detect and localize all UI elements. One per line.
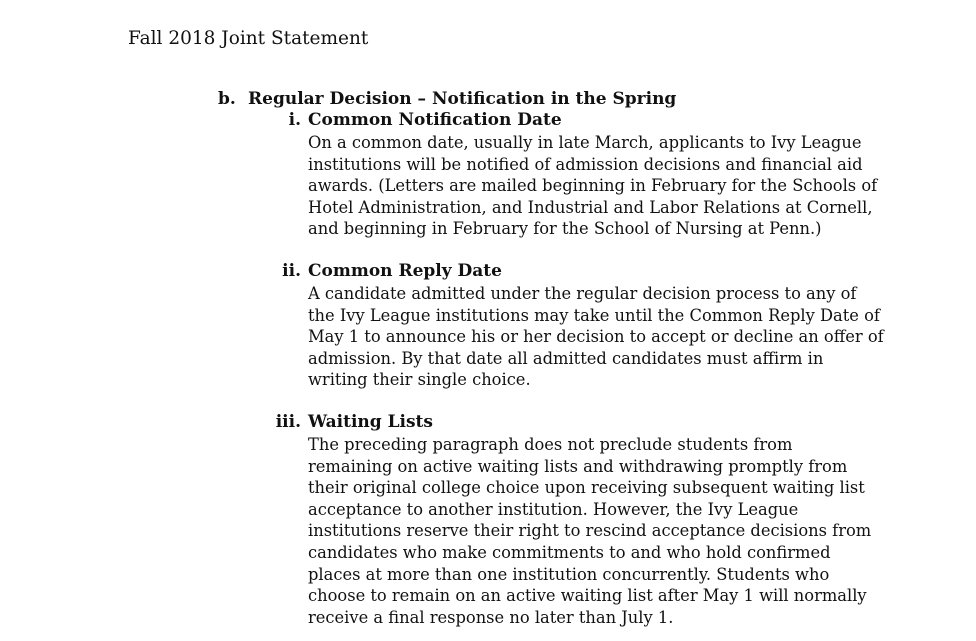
body-line: institutions reserve their right to rescind acceptance decisions from bbox=[308, 521, 872, 541]
body-line: acceptance to another institution. However, the Ivy League bbox=[308, 499, 799, 519]
item-title-waiting-lists: Waiting Lists bbox=[308, 412, 433, 432]
item-body-waiting-lists bbox=[308, 434, 908, 628]
document-header: Fall 2018 Joint Statement bbox=[128, 28, 369, 49]
body-line: institutions will be notified of admission decisions and financial aid bbox=[308, 154, 863, 174]
body-line: and beginning in February for the School of Nursing at Penn.) bbox=[308, 219, 822, 239]
body-line: the Ivy League institutions may take until the Common Reply Date of bbox=[308, 305, 880, 325]
body-line: May 1 to announce his or her decision to accept or decline an offer of bbox=[308, 327, 884, 347]
item-body-common-notification-date bbox=[308, 132, 908, 240]
body-line: writing their single choice. bbox=[308, 370, 531, 390]
section-heading bbox=[218, 89, 676, 111]
body-line: On a common date, usually in late March, applicants to Ivy League bbox=[308, 133, 862, 152]
item-title-common-reply-date: Common Reply Date bbox=[308, 261, 502, 281]
section-title: Regular Decision – Notification in the Spring bbox=[248, 89, 677, 109]
body-line: choose to remain on an active waiting list after May 1 will normally bbox=[308, 586, 867, 606]
body-line: awards. (Letters are mailed beginning in February for the Schools of bbox=[308, 176, 878, 196]
body-line: their original college choice upon receiving subsequent waiting list bbox=[308, 478, 865, 498]
body-line: A candidate admitted under the regular decision process to any of bbox=[308, 284, 857, 303]
body-line: admission. By that date all admitted candidates must affirm in bbox=[308, 348, 824, 368]
section-letter: b. bbox=[218, 89, 236, 109]
item-body-common-reply-date bbox=[308, 283, 908, 391]
item-number: ii. bbox=[282, 261, 301, 281]
body-line: Hotel Administration, and Industrial and Labor Relations at Cornell, bbox=[308, 197, 873, 217]
body-line: candidates who make commitments to and who hold confirmed bbox=[308, 542, 831, 562]
item-number: iii. bbox=[275, 412, 301, 432]
body-line: The preceding paragraph does not preclude students from bbox=[308, 435, 793, 454]
body-line: receive a final response no later than July 1. bbox=[308, 607, 674, 627]
item-number: i. bbox=[288, 110, 301, 130]
body-line: remaining on active waiting lists and withdrawing promptly from bbox=[308, 456, 848, 476]
body-line: places at more than one institution concurrently. Students who bbox=[308, 564, 830, 584]
item-title-common-notification-date: Common Notification Date bbox=[308, 110, 562, 130]
